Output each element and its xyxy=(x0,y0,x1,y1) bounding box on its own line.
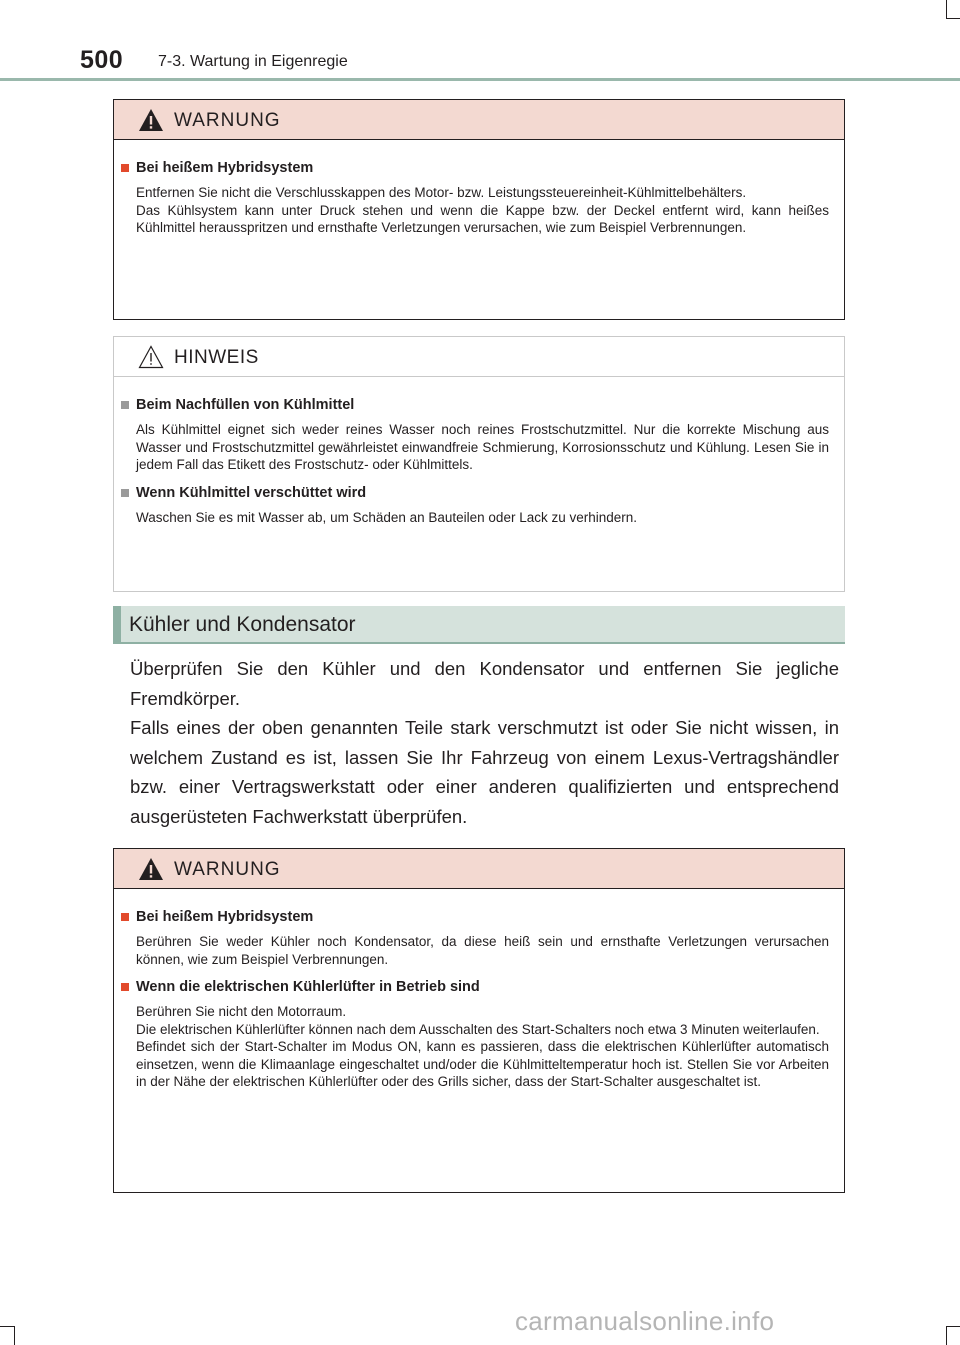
section-heading xyxy=(113,606,845,644)
item-text xyxy=(119,184,829,237)
section-body xyxy=(130,654,839,831)
notice-item xyxy=(119,484,829,527)
crop-mark xyxy=(946,0,947,18)
warning-triangle-icon xyxy=(138,857,164,881)
bullet-square-icon xyxy=(121,401,129,409)
paragraph: Das Kühlsystem kann unter Druck stehen und wenn die Kappe bzw. der Deckel entfernt wird, kann heißes Kühlmittel herausspritzen und ernsthafte Verletzungen verursachen, wie zum Beispiel Verbrennungen. xyxy=(136,202,829,235)
item-text xyxy=(119,421,829,474)
warning-item xyxy=(119,978,829,1091)
bullet-square-icon xyxy=(121,913,129,921)
item-heading-text: Bei heißem Hybridsystem xyxy=(136,160,314,176)
paragraph: Entfernen Sie nicht die Verschlusskappen des Motor- bzw. Leistungssteuereinheit-Kühlmittelbehälters. xyxy=(136,185,747,200)
paragraph: Überprüfen Sie den Kühler und den Kondensator und entfernen Sie jegliche Fremdkörper. xyxy=(130,658,839,709)
notice-box xyxy=(113,336,845,592)
item-heading-text: Wenn Kühlmittel verschüttet wird xyxy=(136,484,367,501)
warning-header xyxy=(114,100,844,140)
paragraph: Als Kühlmittel eignet sich weder reines Wasser noch reines Frostschutzmittel. Nur die korrekte Mischung aus Wasser und Frostschutzmittel gewährleistet einwandfreie Schmierung, Korrosionsschutz und Kühlung. Lesen Sie in jedem Fall das Etikett des Frostschutz- oder Kühlmittels. xyxy=(136,422,829,472)
page-number: 500 xyxy=(80,46,124,74)
item-heading xyxy=(119,159,829,178)
header-rule xyxy=(0,78,960,81)
crop-mark xyxy=(946,1326,947,1345)
warning-title: WARNUNG xyxy=(174,110,281,131)
item-heading xyxy=(119,978,829,997)
notice-title: HINWEIS xyxy=(174,347,259,368)
warning-header xyxy=(114,849,844,889)
warning-item xyxy=(119,159,829,237)
notice-header xyxy=(114,337,844,377)
item-heading-text: Beim Nachfüllen von Kühlmittel xyxy=(136,397,355,413)
warning-title: WARNUNG xyxy=(174,859,281,880)
item-text xyxy=(119,1003,829,1091)
section-accent-bar xyxy=(113,606,121,642)
paragraph: Berühren Sie nicht den Motorraum. xyxy=(136,1004,347,1019)
paragraph: Die elektrischen Kühlerlüfter können nach dem Ausschalten des Start-Schalters noch etwa 3 Minuten weiterlaufen. xyxy=(136,1021,820,1037)
bullet-square-icon xyxy=(121,489,129,497)
paragraph: Befindet sich der Start-Schalter im Modus ON, kann es passieren, dass die elektrischen Kühlerlüfter automatisch einsetzen, wenn die Klimaanlage eingeschaltet und/oder die Kühlmitteltemperatur hoch ist. Stellen Sie vor Arbeiten in der Nähe der elektrischen Kühlerlüfter oder des Grills sicher, dass der Start-Schalter ausgeschaltet ist. xyxy=(136,1039,829,1089)
item-heading-text: Bei heißem Hybridsystem xyxy=(136,909,314,925)
warning-box xyxy=(113,99,845,320)
section-title: Kühler und Kondensator xyxy=(129,613,356,636)
paragraph: Falls eines der oben genannten Teile stark verschmutzt ist oder Sie nicht wissen, in welchem Zustand es ist, lassen Sie Ihr Fahrzeug von einem Lexus-Vertragshändler bzw. einer Vertragswerkstatt oder einer anderen qualifizierten und entsprechend ausgerüsteten Fachwerkstatt überprüfen. xyxy=(130,717,839,827)
item-text xyxy=(119,509,829,527)
watermark: carmanualsonline.info xyxy=(515,1306,775,1336)
item-heading-text: Wenn die elektrischen Kühlerlüfter in Betrieb sind xyxy=(136,979,480,995)
paragraph: Berühren Sie weder Kühler noch Kondensator, da diese heiß sein und ernsthafte Verletzungen verursachen können, wie zum Beispiel Verbrennungen. xyxy=(136,934,829,967)
warning-box xyxy=(113,848,845,1193)
caution-triangle-icon xyxy=(138,345,164,369)
warning-triangle-icon xyxy=(138,108,164,132)
item-text xyxy=(119,933,829,968)
item-heading xyxy=(119,484,829,503)
crop-mark xyxy=(14,1326,15,1345)
crop-mark xyxy=(946,18,960,19)
notice-item xyxy=(119,396,829,474)
bullet-square-icon xyxy=(121,983,129,991)
item-heading xyxy=(119,396,829,415)
crop-mark xyxy=(946,1326,960,1327)
bullet-square-icon xyxy=(121,164,129,172)
warning-item xyxy=(119,908,829,968)
section-breadcrumb: 7-3. Wartung in Eigenregie xyxy=(158,53,348,70)
crop-mark xyxy=(0,1326,14,1327)
paragraph: Waschen Sie es mit Wasser ab, um Schäden an Bauteilen oder Lack zu verhindern. xyxy=(136,509,638,525)
item-heading xyxy=(119,908,829,927)
